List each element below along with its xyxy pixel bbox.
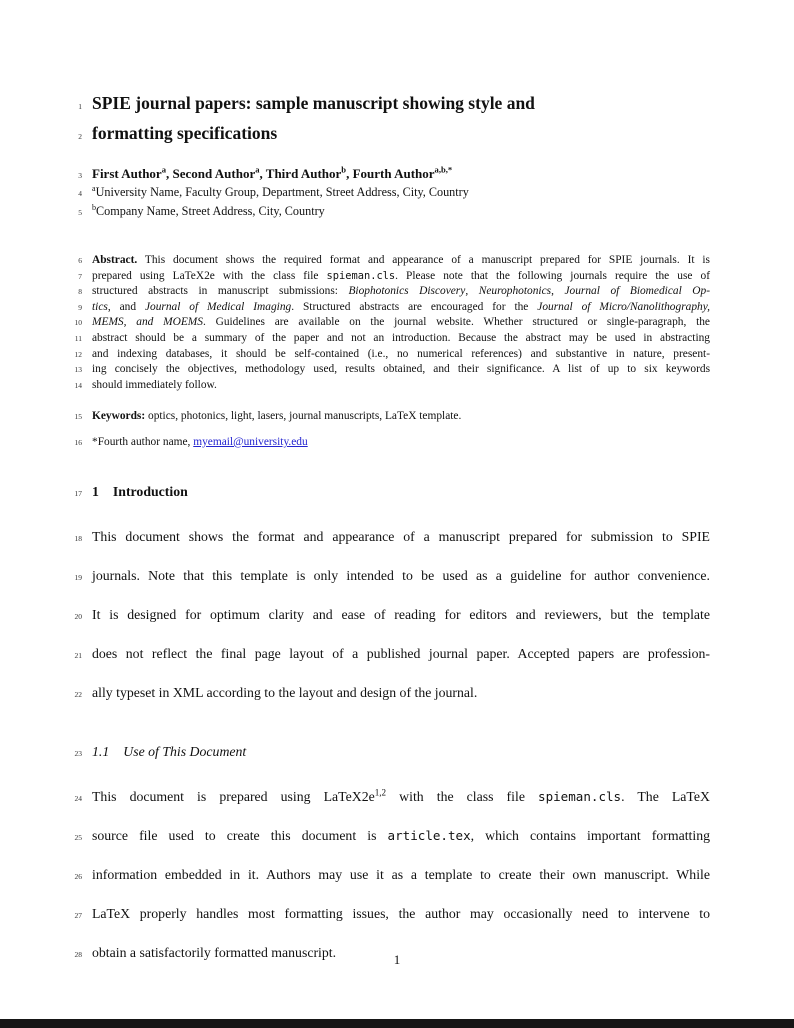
line-number: 23 [74, 748, 82, 758]
text-segment: Introduction [112, 483, 188, 499]
document-line [64, 165, 710, 184]
text-segment: 1,2 [374, 786, 387, 797]
document-line [64, 635, 710, 674]
line-number: 7 [78, 271, 82, 281]
text-segment: journals. Note that this template is only intended to be used as a guideline for author convenience. [92, 567, 710, 583]
text-segment: does not reflect the final page layout of a published journal paper. Accepted papers are profession- [92, 646, 710, 662]
line-text [92, 409, 710, 425]
line-text [92, 435, 710, 451]
text-segment: , and [107, 300, 145, 313]
text-segment: prepared using LaTeX2e with the class file [92, 269, 327, 282]
text-segment: *Fourth author name, [92, 435, 194, 448]
document-line [64, 284, 710, 300]
line-text [92, 90, 710, 116]
line-text [92, 557, 710, 594]
text-segment: , Fourth Author [346, 166, 435, 181]
line-number: 20 [74, 611, 82, 621]
line-number: 15 [74, 412, 82, 422]
text-segment: Keywords: [92, 410, 146, 423]
line-text [92, 203, 710, 221]
text-segment: b [92, 202, 97, 212]
line-text [92, 518, 710, 555]
text-segment: b [341, 164, 347, 175]
document-line [64, 674, 710, 713]
document-line [64, 482, 710, 503]
email-link[interactable]: myemail@university.edu [193, 435, 308, 448]
line-text [92, 778, 710, 815]
line-text [92, 742, 710, 761]
text-segment: a,b,* [434, 164, 453, 175]
line-number: 26 [74, 871, 82, 881]
document-line [64, 895, 710, 934]
text-segment: ing concisely the objectives, methodology used, results obtained, and their significance. A list of up to six keywords [92, 363, 710, 376]
document-line [64, 409, 710, 425]
line-number: 3 [78, 171, 82, 180]
text-segment: SPIE journal papers: sample manuscript showing style and [92, 93, 535, 113]
block-keywords [64, 409, 710, 425]
text-segment: 1.1 [92, 743, 110, 759]
text-segment: . Please note that the following journals require the use of [395, 269, 710, 282]
line-number: 11 [74, 333, 82, 343]
text-segment: abstract should be a summary of the paper and not an introduction. Because the abstract may be used in abstracting [92, 331, 710, 344]
document-line [64, 253, 710, 269]
text-segment: , [465, 285, 479, 298]
document-line [64, 378, 710, 394]
line-number: 27 [74, 911, 82, 921]
document-lines [64, 90, 710, 974]
line-text [92, 184, 710, 202]
line-text [92, 817, 710, 854]
text-segment: Abstract. [92, 254, 138, 266]
line-text [92, 165, 710, 182]
text-segment: a [92, 183, 96, 193]
document-line [64, 596, 710, 635]
line-number: 12 [74, 349, 82, 359]
text-segment: Use of This Document [123, 743, 247, 759]
text-segment: This document is prepared using LaTeX2e [92, 788, 375, 804]
line-number: 4 [78, 189, 82, 198]
block-abstract [64, 253, 710, 393]
text-segment: source file used to create this document is [92, 827, 388, 843]
text-segment: formatting specifications [92, 123, 278, 143]
text-segment: spieman.cls [538, 788, 622, 804]
line-number: 9 [78, 302, 82, 312]
document-line [64, 557, 710, 596]
block-section-heading-introduction [64, 482, 710, 503]
line-text [92, 362, 710, 378]
document-line [64, 203, 710, 222]
text-segment: spieman.cls [326, 269, 396, 282]
text-segment: with the class file [386, 788, 539, 804]
document-line [64, 269, 710, 285]
line-number: 6 [78, 256, 82, 265]
text-segment: and indexing databases, it should be self-contained (i.e., no numerical references) and substantive in nature, present- [92, 347, 710, 360]
line-text [92, 331, 710, 347]
text-segment: , which contains important formatting [470, 827, 710, 843]
text-segment: Journal of Medical Imaging [144, 300, 292, 313]
line-number: 21 [74, 651, 82, 661]
line-text [92, 596, 710, 633]
text-segment: This document shows the required format and appearance of a manuscript prepared for SPIE journals. It is [137, 254, 710, 266]
line-text [92, 120, 710, 146]
line-number: 18 [74, 533, 82, 543]
text-segment: Company Name, Street Address, City, Country [96, 203, 325, 218]
block-affiliations [64, 184, 710, 221]
text-segment: tics [92, 300, 108, 313]
line-text [92, 895, 710, 932]
text-segment: LaTeX properly handles most formatting issues, the author may occasionally need to intervene to [92, 906, 710, 922]
line-text [92, 300, 710, 316]
line-text [92, 284, 710, 300]
document-line [64, 817, 710, 856]
line-number: 13 [74, 365, 82, 375]
line-text [92, 347, 710, 363]
line-text [92, 856, 710, 893]
text-segment: , [551, 285, 565, 298]
block-footnote [64, 435, 710, 451]
document-line [64, 120, 710, 150]
line-number: 25 [74, 832, 82, 842]
line-text [92, 378, 710, 394]
text-segment: , Third Author [259, 166, 342, 181]
line-number: 14 [74, 380, 82, 390]
text-segment: a [255, 164, 260, 175]
block-intro-paragraph [64, 518, 710, 714]
line-number: 24 [74, 793, 82, 803]
line-number: 28 [74, 950, 82, 960]
line-text [92, 315, 710, 331]
text-segment: , Second Author [166, 166, 256, 181]
text-segment: article.tex [387, 827, 471, 843]
line-number: 22 [74, 690, 82, 700]
document-line [64, 347, 710, 363]
line-number: 17 [74, 488, 82, 498]
text-segment: Neurophotonics [478, 285, 552, 298]
text-segment: Journal of Biomedical Op- [564, 285, 711, 298]
text-segment: MEMS, and MOEMS [92, 316, 203, 329]
document-line [64, 331, 710, 347]
document-line [64, 518, 710, 557]
line-number: 5 [78, 207, 82, 217]
line-number: 19 [74, 572, 82, 582]
text-segment: ally typeset in XML according to the layout and design of the journal. [92, 685, 478, 701]
line-text [92, 482, 710, 501]
text-segment: . The LaTeX [621, 788, 710, 804]
document-line [64, 856, 710, 895]
line-text [92, 635, 710, 672]
text-segment: Biophotonics Discovery [348, 285, 466, 298]
text-segment: . Guidelines are available on the journal website. Whether structured or single-paragraph, the [202, 316, 710, 329]
line-text [92, 674, 710, 711]
line-number: 1 [78, 102, 82, 111]
text-segment: optics, photonics, light, lasers, journal manuscripts, LaTeX template. [145, 410, 462, 423]
line-number: 8 [78, 287, 82, 297]
text-segment: University Name, Faculty Group, Department, Street Address, City, Country [95, 185, 469, 199]
document-line [64, 300, 710, 316]
text-segment: obtain a satisfactorily formatted manuscript. [92, 945, 337, 961]
text-segment: First Author [92, 166, 162, 181]
line-number: 2 [78, 132, 82, 141]
line-number: 10 [74, 318, 82, 328]
viewer-bottom-edge [0, 1019, 794, 1028]
document-line [64, 435, 710, 451]
page-number: 1 [393, 952, 401, 967]
text-segment: should immediately follow. [92, 378, 217, 391]
line-text [92, 253, 710, 269]
block-subsection-heading-use [64, 742, 710, 763]
text-segment: structured abstracts in manuscript submissions: [92, 285, 349, 298]
text-segment: It is designed for optimum clarity and ease of reading for editors and reviewers, but the template [92, 606, 710, 622]
document-line [64, 362, 710, 378]
text-segment: Journal of Micro/Nanolithography, [537, 300, 710, 313]
line-number: 16 [74, 437, 82, 447]
block-title [64, 90, 710, 150]
document-line [64, 184, 710, 203]
document-line [64, 742, 710, 763]
document-line [64, 778, 710, 817]
text-segment: This document shows the format and appearance of a manuscript prepared for submission to SPIE [92, 528, 710, 544]
block-authors [64, 165, 710, 184]
document-line [64, 315, 710, 331]
text-segment: a [161, 164, 166, 175]
block-use-paragraph [64, 778, 710, 974]
text-segment: information embedded in it. Authors may use it as a template to create their own manuscript. While [92, 866, 710, 882]
document-line [64, 90, 710, 120]
line-text [92, 269, 710, 285]
text-segment: 1 [92, 483, 99, 499]
text-segment: . Structured abstracts are encouraged for the [291, 300, 538, 313]
